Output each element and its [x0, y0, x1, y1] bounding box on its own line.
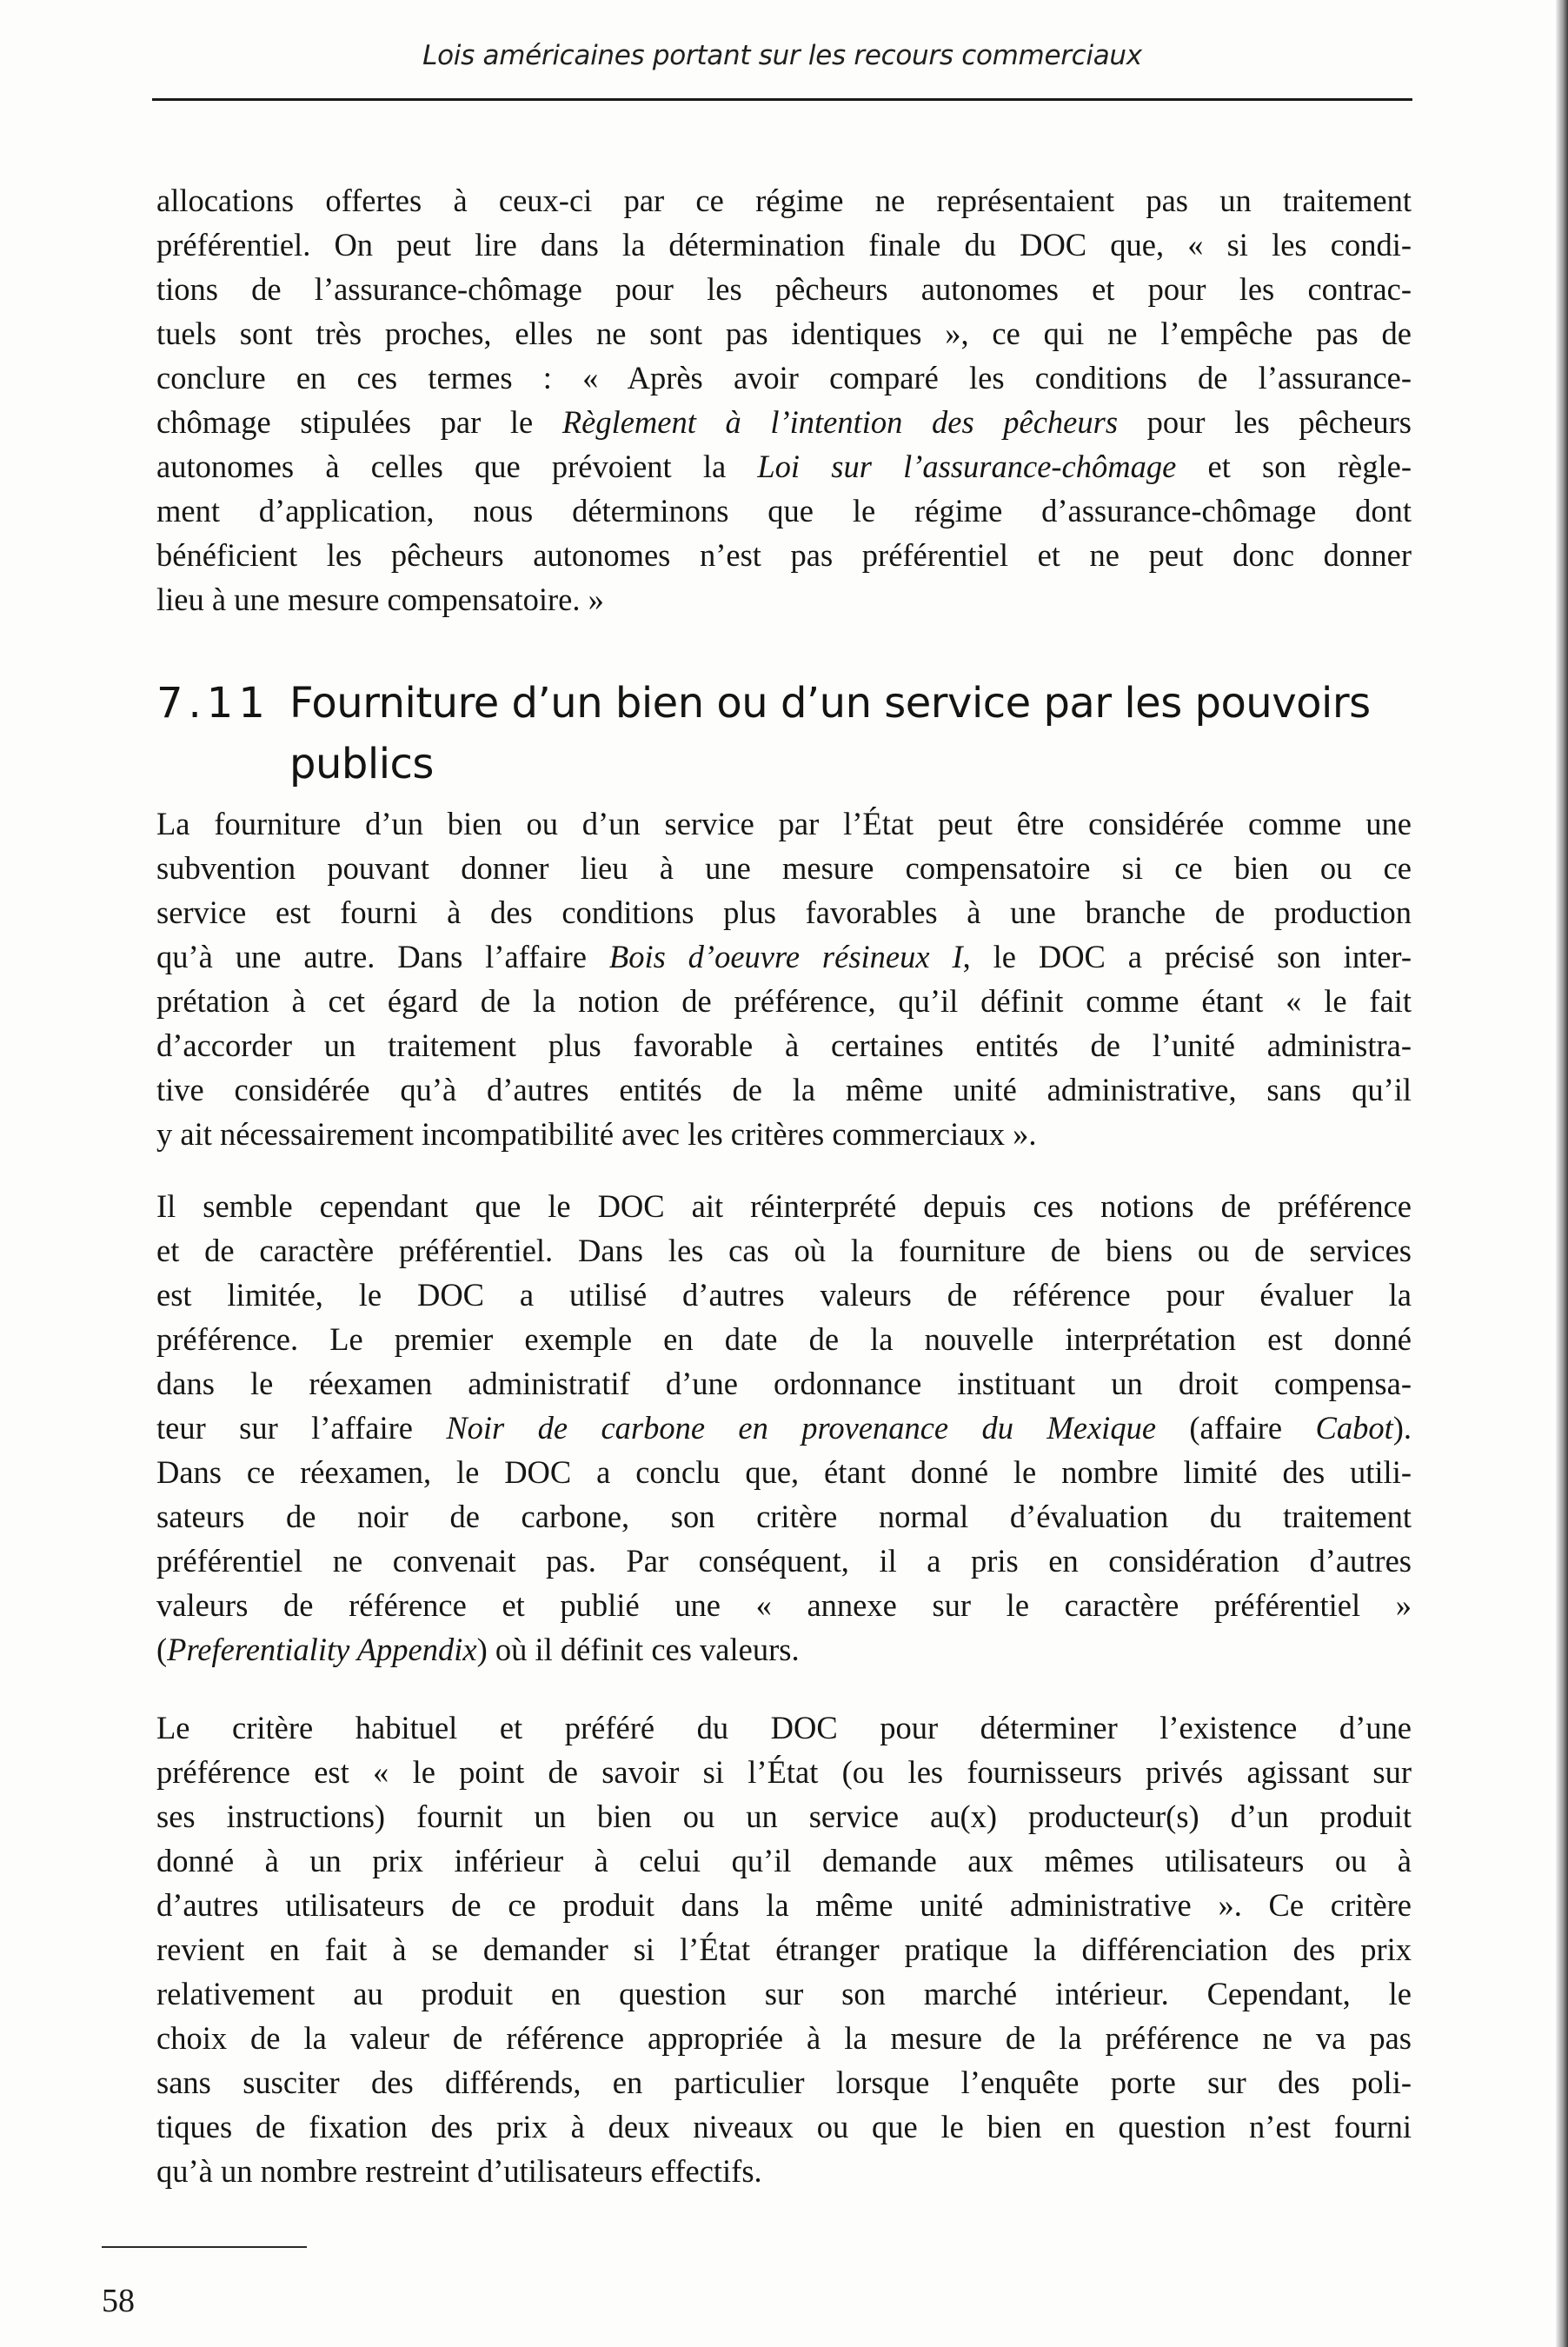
text-line: conclure en ces termes : « Après avoir comparé les conditions de l’assurance- — [156, 360, 1412, 396]
section-title-line-1: Fourniture d’un bien ou d’un service par les pouvoirs — [289, 679, 1371, 728]
footer-rule — [102, 2246, 307, 2248]
text-line: tiques de fixation des prix à deux niveaux ou que le bien en question n’est fourni — [156, 2109, 1412, 2144]
text-run: ) où il définit ces valeurs. — [476, 1632, 800, 1667]
page-binding-edge — [1556, 0, 1568, 2347]
text-line: est limitée, le DOC a utilisé d’autres valeurs de référence pour évaluer la — [156, 1277, 1412, 1313]
text-line: relativement au produit en question sur son marché intérieur. Cependant, le — [156, 1976, 1412, 2011]
italic-title-loi: Loi sur l’assurance-chômage — [757, 449, 1177, 484]
text-line: préférence est « le point de savoir si l’État (ou les fournisseurs privés agissant sur — [156, 1754, 1412, 1790]
text-line: service est fourni à des conditions plus favorables à une branche de production — [156, 894, 1412, 930]
italic-appendix-name: Preferentiality Appendix — [167, 1632, 477, 1667]
text-line: La fourniture d’un bien ou d’un service par l’État peut être considérée comme une — [156, 806, 1412, 841]
section-number: 7.11 — [156, 679, 270, 728]
paragraph-2 — [156, 801, 1412, 1156]
text-run: pour les pêcheurs — [1118, 404, 1412, 440]
header-rule — [152, 98, 1412, 101]
text-run: ( — [156, 1632, 168, 1667]
text-line — [156, 400, 1412, 444]
italic-case-short: Cabot — [1315, 1410, 1393, 1446]
text-line: subvention pouvant donner lieu à une mesure compensatoire si ce bien ou ce — [156, 850, 1412, 886]
text-line: revient en fait à se demander si l’État étranger pratique la différenciation des prix — [156, 1931, 1412, 1967]
text-run: qu’à une autre. Dans l’affaire — [156, 939, 609, 974]
text-line — [156, 444, 1412, 489]
text-run: et son règle- — [1176, 449, 1412, 484]
text-line: lieu à une mesure compensatoire. » — [156, 582, 604, 617]
text-run: ). — [1392, 1410, 1412, 1446]
text-run: teur sur l’affaire — [156, 1410, 447, 1446]
text-line: y ait nécessairement incompatibilité avec les critères commerciaux ». — [156, 1116, 1037, 1152]
paragraph-1 — [156, 178, 1412, 622]
italic-case-name: Noir de carbone en provenance du Mexique — [446, 1410, 1157, 1446]
text-line: ses instructions) fournit un bien ou un service au(x) producteur(s) d’un produit — [156, 1798, 1412, 1834]
italic-case-name: Bois d’oeuvre résineux I — [608, 939, 963, 974]
italic-title-reglement: Règlement à l’intention des pêcheurs — [561, 404, 1119, 440]
text-line: sans susciter des différends, en particulier lorsque l’enquête porte sur des poli- — [156, 2064, 1412, 2100]
text-line: Le critère habituel et préféré du DOC pour déterminer l’existence d’une — [156, 1710, 1412, 1745]
text-run: autonomes à celles que prévoient la — [156, 449, 758, 484]
text-line: d’autres utilisateurs de ce produit dans la même unité administrative ». Ce critère — [156, 1887, 1412, 1923]
text-line: allocations offertes à ceux-ci par ce régime ne représentaient pas un traitement — [156, 183, 1412, 218]
text-line: donné à un prix inférieur à celui qu’il demande aux mêmes utilisateurs ou à — [156, 1843, 1412, 1878]
text-line: Il semble cependant que le DOC ait réinterprété depuis ces notions de préférence — [156, 1188, 1412, 1224]
paragraph-4 — [156, 1705, 1412, 2193]
text-line: dans le réexamen administratif d’une ordonnance instituant un droit compensa- — [156, 1366, 1412, 1401]
page-number: 58 — [102, 2283, 135, 2319]
text-line: tive considérée qu’à d’autres entités de la même unité administrative, sans qu’il — [156, 1072, 1412, 1107]
text-line: tuels sont très proches, elles ne sont pas identiques », ce qui ne l’empêche pas de — [156, 316, 1412, 351]
text-line: prétation à cet égard de la notion de préférence, qu’il définit comme étant « le fait — [156, 983, 1412, 1019]
text-line — [156, 1406, 1412, 1450]
text-line: sateurs de noir de carbone, son critère normal d’évaluation du traitement — [156, 1499, 1412, 1534]
text-line: tions de l’assurance-chômage pour les pêcheurs autonomes et pour les contrac- — [156, 271, 1412, 307]
text-line: et de caractère préférentiel. Dans les cas où la fourniture de biens ou de services — [156, 1233, 1412, 1268]
text-line — [156, 1627, 1412, 1672]
paragraph-3 — [156, 1184, 1412, 1672]
text-line: choix de la valeur de référence appropriée à la mesure de la préférence ne va pas — [156, 2020, 1412, 2056]
text-run: (affaire — [1156, 1410, 1316, 1446]
text-run: chômage stipulées par le — [156, 404, 562, 440]
text-line: ment d’application, nous déterminons que le régime d’assurance-chômage dont — [156, 493, 1412, 529]
text-line — [156, 934, 1412, 979]
text-line: valeurs de référence et publié une « annexe sur le caractère préférentiel » — [156, 1587, 1412, 1623]
text-line: d’accorder un traitement plus favorable à certaines entités de l’unité administra- — [156, 1027, 1412, 1063]
text-line: Dans ce réexamen, le DOC a conclu que, étant donné le nombre limité des utili- — [156, 1454, 1412, 1490]
running-head: Lois américaines portant sur les recours commerciaux — [422, 40, 1142, 71]
text-line: bénéficient les pêcheurs autonomes n’est pas préférentiel et ne peut donc donner — [156, 537, 1412, 573]
text-run: , le DOC a précisé son inter- — [962, 939, 1412, 974]
text-line: préférentiel ne convenait pas. Par conséquent, il a pris en considération d’autres — [156, 1543, 1412, 1579]
text-line: qu’à un nombre restreint d’utilisateurs effectifs. — [156, 2153, 762, 2189]
section-title-line-2: publics — [289, 740, 434, 788]
text-line: préférentiel. On peut lire dans la détermination finale du DOC que, « si les condi- — [156, 227, 1412, 263]
text-line: préférence. Le premier exemple en date de la nouvelle interprétation est donné — [156, 1321, 1412, 1357]
